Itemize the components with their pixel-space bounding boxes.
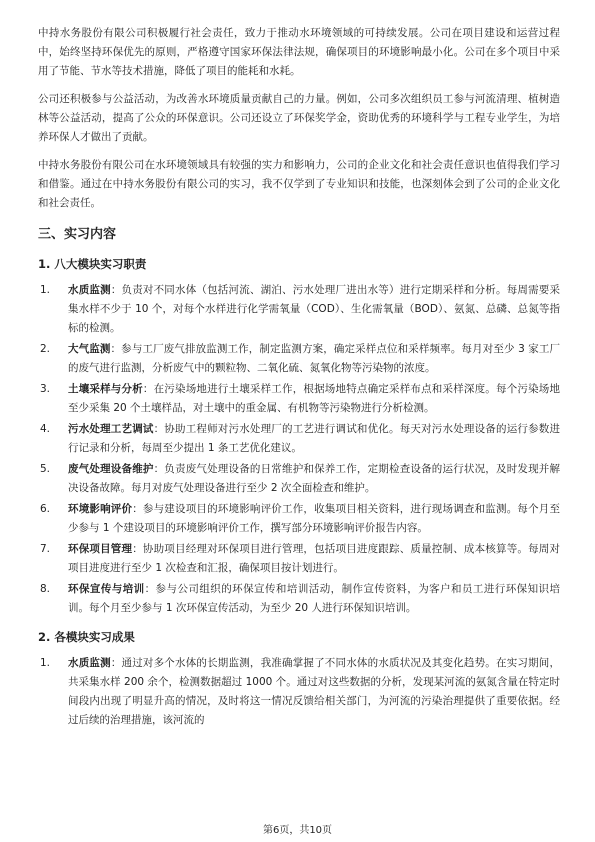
item-text: ：参与工厂废气排放监测工作，制定监测方案，确定采样点位和采样频率。每月对至少 3 家工厂的废气进行监测，分析废气中的颗粒物、二氧化硫、氮氧化物等污染物的浓度。 (68, 343, 561, 374)
list-item (38, 654, 560, 730)
item-term: 环保项目管理 (68, 543, 133, 555)
intro-paragraph-2: 公司还积极参与公益活动，为改善水环境质量贡献自己的力量。例如，公司多次组织员工参与河流清理、植树造林等公益活动，提高了公众的环保意识。公司还设立了环保奖学金，资助优秀的环境科学与工程专业学生，为培养环保人才做出了贡献。 (38, 93, 560, 143)
list-item (38, 580, 560, 618)
list-item (38, 340, 560, 378)
item-term: 环境影响评价 (68, 503, 133, 515)
item-text: ：协助工程师对污水处理厂的工艺进行调试和优化。每天对污水处理设备的运行参数进行记录和分析，每周至少提出 1 条工艺优化建议。 (68, 423, 561, 454)
item-number: 1. (40, 284, 51, 296)
item-text: ：负责废气处理设备的日常维护和保养工作，定期检查设备的运行状况，及时发现并解决设备故障。每月对废气处理设备进行至少 2 次全面检查和维护。 (68, 463, 561, 494)
item-number: 2. (40, 343, 51, 355)
item-number: 6. (40, 503, 51, 515)
item-term: 大气监测 (68, 343, 111, 355)
item-number: 4. (40, 423, 51, 435)
item-term: 污水处理工艺调试 (68, 423, 154, 435)
duties-list (38, 281, 560, 618)
list-item (38, 540, 560, 578)
item-number: 1. (40, 657, 51, 669)
item-text: ：负责对不同水体（包括河流、湖泊、污水处理厂进出水等）进行定期采样和分析。每周需要采集水样不少于 10 个，对每个水样进行化学需氧量（COD）、生化需氧量（BOD）、氨氮、总磷、总氮等指标的检测。 (68, 284, 561, 334)
page-content (38, 24, 560, 738)
item-text: ：参与公司组织的环保宣传和培训活动，制作宣传资料，为客户和员工进行环保知识培训。每个月至少参与 1 次环保宣传活动，为至少 20 人进行环保知识培训。 (68, 583, 561, 614)
intro-paragraph-1: 中持水务股份有限公司积极履行社会责任，致力于推动水环境领域的可持续发展。公司在项目建设和运营过程中，始终坚持环保优先的原则，严格遵守国家环保法律法规，确保项目的环境影响最小化。公司在多个项目中采用了节能、节水等技术措施，降低了项目的能耗和水耗。 (38, 27, 560, 77)
intro-paragraph-3: 中持水务股份有限公司在水环境领域具有较强的实力和影响力，公司的企业文化和社会责任意识也值得我们学习和借鉴。通过在中持水务股份有限公司的实习，我不仅学到了专业知识和技能，也深刻体会到了公司的企业文化和社会责任。 (38, 159, 560, 209)
item-number: 3. (40, 383, 51, 395)
item-term: 水质监测 (68, 657, 111, 669)
item-text: ：协助项目经理对环保项目进行管理，包括项目进度跟踪、质量控制、成本核算等。每周对项目进度进行至少 1 次检查和汇报，确保项目按计划进行。 (68, 543, 561, 574)
item-number: 5. (40, 463, 51, 475)
page-footer: 第6页，共10页 (262, 825, 333, 836)
list-item (38, 380, 560, 418)
section-heading: 三、实习内容 (38, 227, 117, 242)
item-term: 水质监测 (68, 284, 111, 296)
item-term: 废气处理设备维护 (68, 463, 154, 475)
list-item (38, 500, 560, 538)
list-item (38, 460, 560, 498)
item-number: 8. (40, 583, 51, 595)
list-item (38, 420, 560, 458)
subsection-heading-results: 2. 各模块实习成果 (38, 630, 135, 644)
item-text: ：参与建设项目的环境影响评价工作，收集项目相关资料，进行现场调查和监测。每个月至少参与 1 个建设项目的环境影响评价工作，撰写部分环境影响评价报告内容。 (68, 503, 561, 534)
list-item (38, 281, 560, 338)
results-list (38, 654, 560, 730)
subsection-heading-duties: 1. 八大模块实习职责 (38, 257, 147, 271)
item-text: ：通过对多个水体的长期监测，我准确掌握了不同水体的水质状况及其变化趋势。在实习期间，共采集水样 200 余个，检测数据超过 1000 个。通过对这些数据的分析，发现某河流的氨氮含量在特定时间段内出现了明显升高的情况，及时将这一情况反馈给相关部门，为河流的污染治理提供了重要依据。经过后续的治理措施，该河流的 (68, 657, 561, 726)
item-term: 土壤采样与分析 (68, 383, 143, 395)
item-number: 7. (40, 543, 51, 555)
item-text: ：在污染场地进行土壤采样工作，根据场地特点确定采样布点和采样深度。每个污染场地至少采集 20 个土壤样品，对土壤中的重金属、有机物等污染物进行分析检测。 (68, 383, 561, 414)
item-term: 环保宣传与培训 (68, 583, 145, 595)
